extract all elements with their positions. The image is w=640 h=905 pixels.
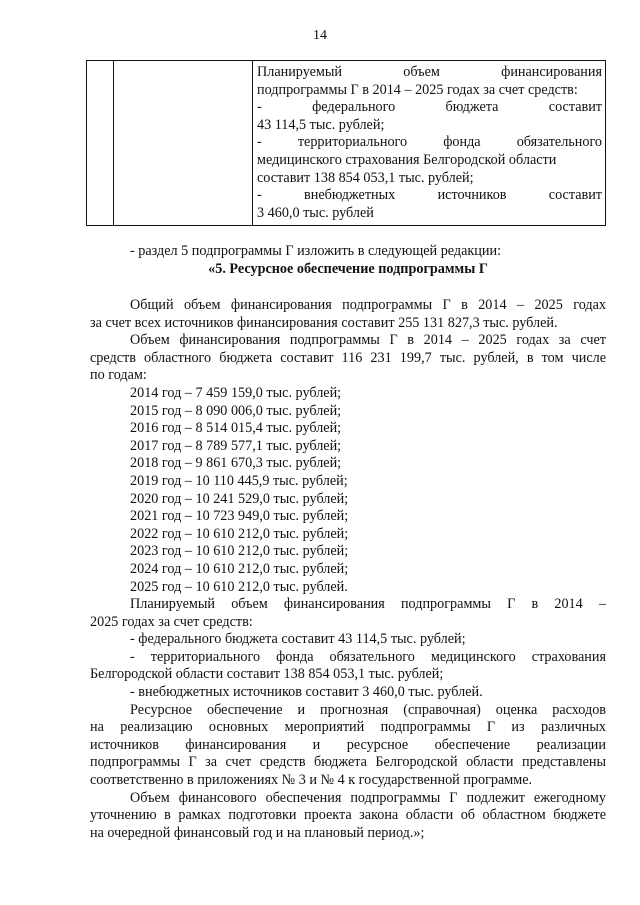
year-item: 2017 год – 8 789 577,1 тыс. рублей; [130, 437, 342, 454]
table-line: - внебюджетных источников составит [257, 187, 602, 204]
table-cell-label [114, 61, 253, 226]
amendment-intro: - раздел 5 подпрограммы Г изложить в следующей редакции: [130, 243, 502, 259]
text-line: - внебюджетных источников составит 3 460,0 тыс. рублей. [130, 684, 483, 701]
table-line: составит 138 854 053,1 тыс. рублей; [257, 169, 474, 186]
text-line: Планируемый объем финансирования подпрограммы Г в 2014 – [130, 596, 606, 613]
year-item: 2022 год – 10 610 212,0 тыс. рублей; [130, 525, 349, 542]
year-item: 2024 год – 10 610 212,0 тыс. рублей; [130, 560, 349, 577]
section-body [90, 243, 606, 278]
text-line: Объем финансового обеспечения подпрограммы Г подлежит ежегодному [130, 789, 606, 806]
text-line: 2025 годах за счет средств: [90, 613, 253, 630]
text-line: источников финансирования и ресурсное обеспечение реализации [90, 736, 606, 753]
text-line: - федерального бюджета составит 43 114,5 тыс. рублей; [130, 631, 466, 648]
text-line: на реализацию основных мероприятий подпрограммы Г из различных [90, 719, 606, 736]
year-item: 2021 год – 10 723 949,0 тыс. рублей; [130, 508, 349, 525]
years-list [90, 385, 606, 596]
page-number: 14 [313, 28, 327, 43]
text-line: подпрограммы Г за счет средств бюджета Белгородской области представлены [90, 754, 606, 771]
text-line: соответственно в приложениях № 3 и № 4 к государственной программе. [90, 772, 533, 789]
table-line: Планируемый объем финансирования [257, 64, 602, 80]
year-item: 2015 год – 8 090 006,0 тыс. рублей; [130, 402, 342, 419]
table-line: - федерального бюджета составит [257, 99, 602, 116]
financing-table [86, 60, 606, 226]
table-line: 43 114,5 тыс. рублей; [257, 116, 385, 133]
table-line: 3 460,0 тыс. рублей [257, 204, 374, 221]
text-line: Ресурсное обеспечение и прогнозная (справочная) оценка расходов [130, 701, 606, 718]
year-item: 2014 год – 7 459 159,0 тыс. рублей; [130, 384, 342, 401]
text-line: на очередной финансовый год и на плановый период.»; [90, 824, 425, 841]
year-item: 2020 год – 10 241 529,0 тыс. рублей; [130, 490, 349, 507]
text-line: - территориального фонда обязательного медицинского страхования [130, 648, 606, 665]
table-row [87, 61, 606, 226]
text-line: средств областного бюджета составит 116 231 199,7 тыс. рублей, в том числе [90, 349, 606, 366]
text-line: Белгородской области составит 138 854 053,1 тыс. рублей; [90, 666, 444, 683]
year-item: 2019 год – 10 110 445,9 тыс. рублей; [130, 472, 348, 489]
table-cell-number [87, 61, 114, 226]
year-item: 2023 год – 10 610 212,0 тыс. рублей; [130, 543, 349, 560]
table-line: медицинского страхования Белгородской области [257, 151, 557, 168]
text-line: за счет всех источников финансирования составит 255 131 827,3 тыс. рублей. [90, 314, 558, 331]
table-line: подпрограммы Г в 2014 – 2025 годах за счет средств: [257, 81, 578, 98]
table-cell-financing [253, 61, 606, 226]
text-line: Общий объем финансирования подпрограммы Г в 2014 – 2025 годах [130, 297, 606, 313]
year-item: 2016 год – 8 514 015,4 тыс. рублей; [130, 420, 342, 437]
text-line: Объем финансирования подпрограммы Г в 2014 – 2025 годах за счет [130, 332, 606, 349]
table-line: - территориального фонда обязательного [257, 134, 602, 151]
section-heading: «5. Ресурсное обеспечение подпрограммы Г [208, 260, 488, 277]
year-item: 2025 год – 10 610 212,0 тыс. рублей. [130, 578, 348, 595]
funding-text [90, 297, 606, 842]
text-line: уточнению в рамках подготовки проекта закона области об областном бюджете [90, 807, 606, 824]
year-item: 2018 год – 9 861 670,3 тыс. рублей; [130, 455, 342, 472]
text-line: по годам: [90, 367, 147, 384]
